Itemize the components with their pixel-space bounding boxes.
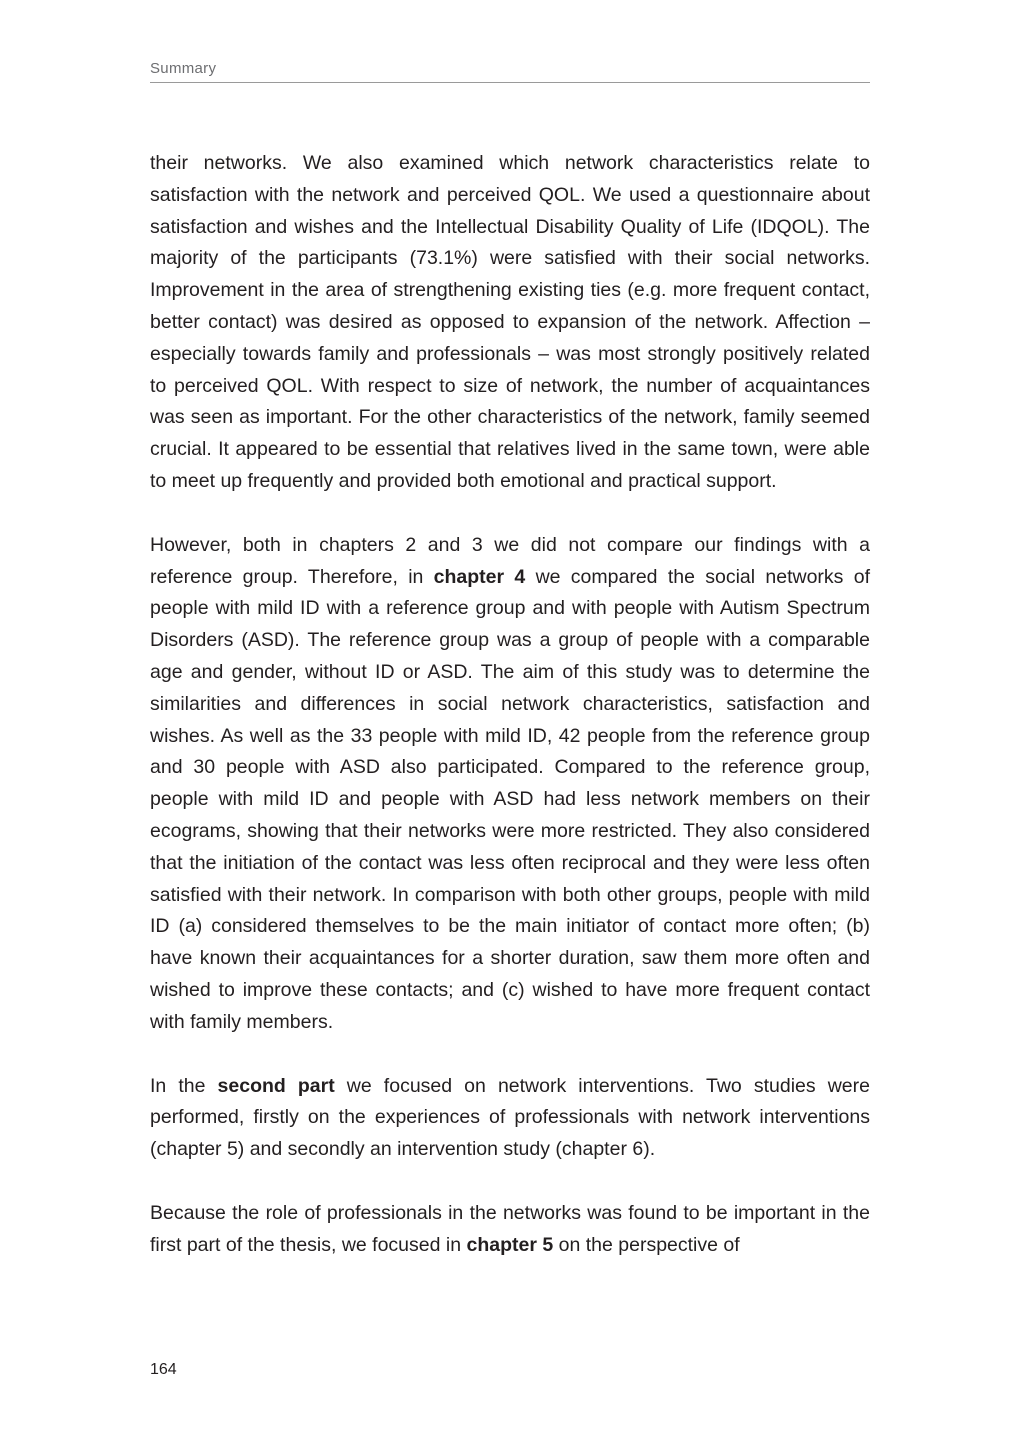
running-header — [150, 60, 870, 83]
running-title: Summary — [150, 60, 217, 77]
paragraph-text: Because the role of professionals in the networks was found to be important in the first part of the thesis, we focused in — [150, 1201, 870, 1256]
paragraph-text: we compared the social networks of people with mild ID with a reference group and with people with Autism Spectrum Disorders (ASD). The reference group was a group of people with a comparable age and gender, without ID or ASD. The aim of this study was to determine the similarities and differences in social network characteristics, satisfaction and wishes. As well as the 33 people with mild ID, 42 people from the reference group and 30 people with ASD also participated. Compared to the reference group, people with mild ID and people with ASD had less network members on their ecograms, showing that their networks were more restricted. They also considered that the initiation of the contact was less often reciprocal and they were less often satisfied with their network. In comparison with both other groups, people with mild ID (a) considered themselves to be the main initiator of contact more often; (b) have known their acquaintances for a shorter duration, saw them more often and wished to improve these contacts; and (c) wished to have more frequent contact with family members. — [150, 565, 870, 1033]
body-text — [150, 148, 870, 1294]
paragraph-text: In the — [150, 1074, 218, 1097]
chapter-reference: chapter 4 — [433, 565, 526, 588]
part-reference: second part — [217, 1074, 335, 1097]
paragraph-text: However, both in chapters 2 and 3 we did not compare our findings with a reference group. Therefore, in — [150, 533, 870, 588]
paragraph-1 — [150, 148, 870, 498]
paragraph-3 — [150, 1071, 870, 1166]
paragraph-2 — [150, 530, 870, 1039]
paragraph-4 — [150, 1198, 870, 1262]
paragraph-text: on the perspective of — [553, 1233, 740, 1256]
paragraph-text: their networks. We also examined which network characteristics relate to satisfaction with the network and perceived QOL. We used a questionnaire about satisfaction and wishes and the Intellectual Disability Quality of Life (IDQOL). The majority of the participants (73.1%) were satisfied with their social networks. Improvement in the area of strengthening existing ties (e.g. more frequent contact, better contact) was desired as opposed to expansion of the network. Affection – especially towards family and professionals – was most strongly positively related to perceived QOL. With respect to size of network, the number of acquaintances was seen as important. For the other characteristics of the network, family seemed crucial. It appeared to be essential that relatives lived in the same town, were able to meet up frequently and provided both emotional and practical support. — [150, 152, 870, 492]
paragraph-text: we focused on network interventions. Two studies were performed, firstly on the experiences of professionals with network interventions (chapter 5) and secondly an intervention study (chapter 6). — [150, 1074, 870, 1161]
page-number: 164 — [150, 1361, 177, 1378]
chapter-reference: chapter 5 — [466, 1233, 554, 1256]
